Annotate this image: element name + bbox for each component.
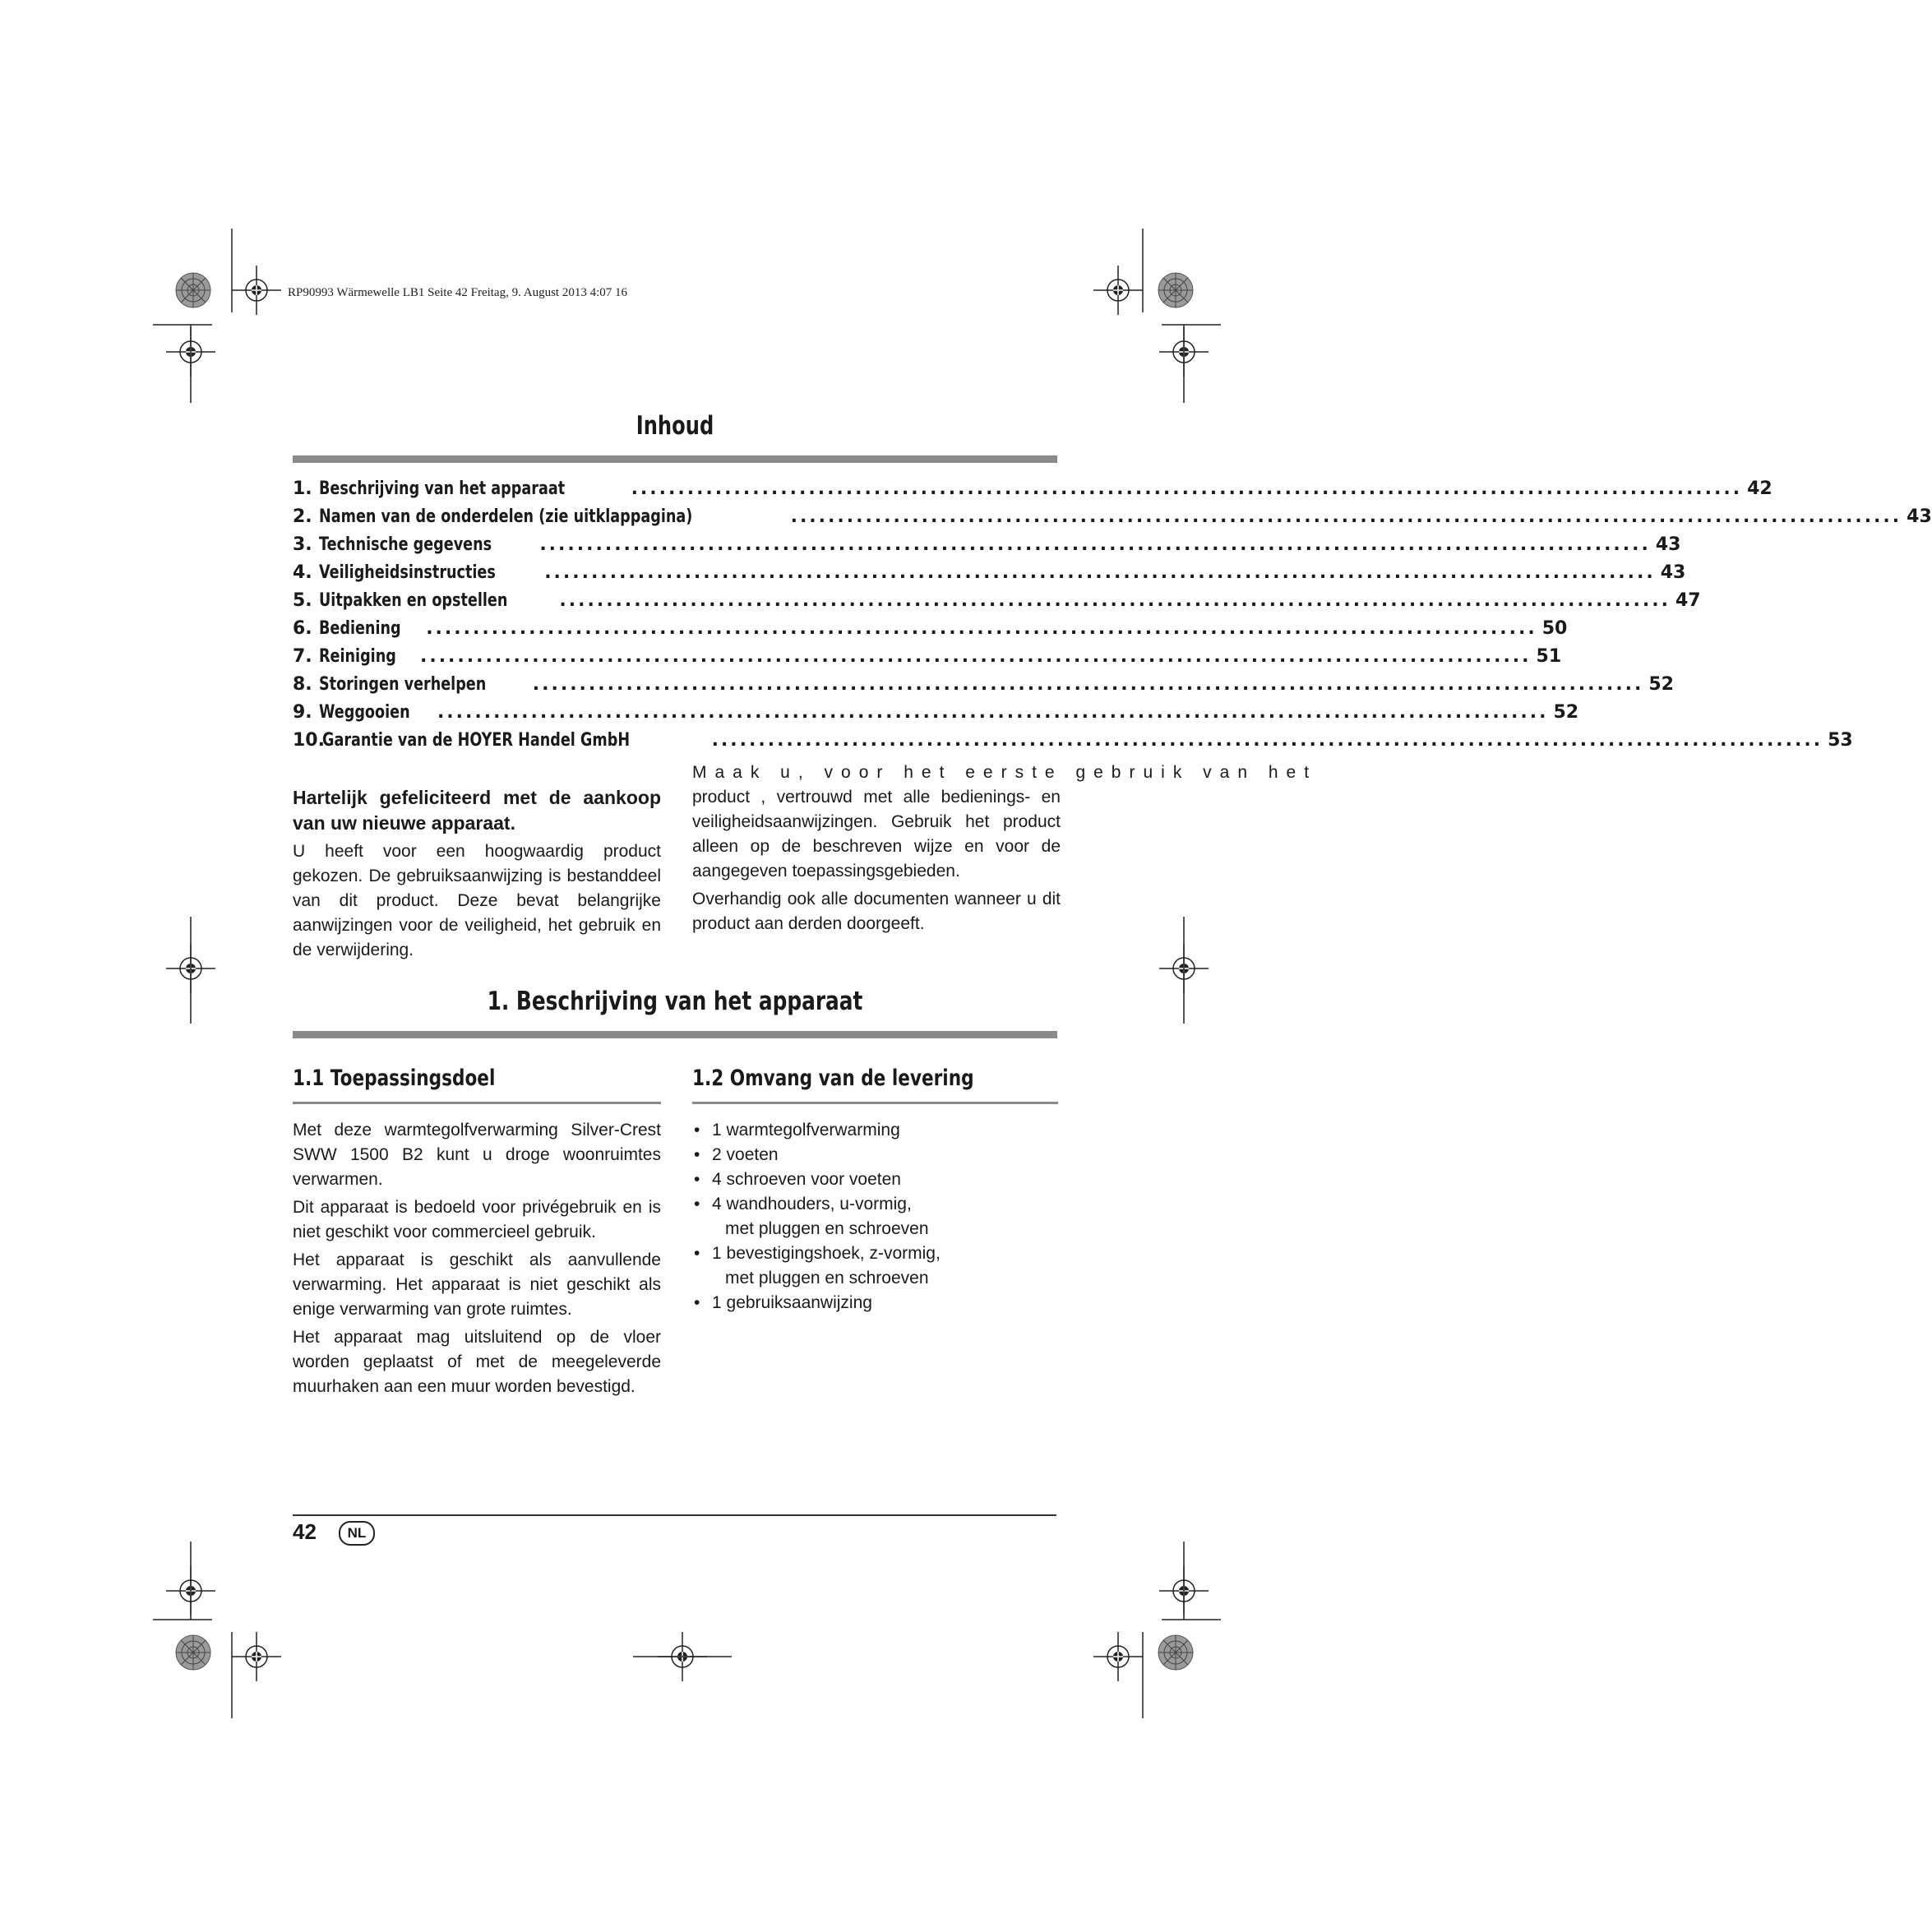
- toc-leader-dots: .......................................................................................................................: [544, 562, 1656, 583]
- toc-entry[interactable]: [293, 730, 1853, 758]
- list-item: • 1 bevestigingshoek, z-vormig,: [692, 1241, 1061, 1266]
- toc-title: Inhoud: [636, 411, 714, 441]
- toc-entry[interactable]: [293, 534, 1681, 562]
- intro-paragraph: U heeft voor een hoogwaardig product gekozen. De gebruiksaanwijzing is bestanddeel van dit product. Deze bevat belangrijke aanwijzingen voor de veiligheid, het gebruik en de verwijdering.: [293, 842, 661, 959]
- crosshair-mark: [1093, 266, 1143, 315]
- print-info-line: RP90993 Wärmewelle LB1 Seite 42 Freitag, 9. August 2013 4:07 16: [288, 286, 628, 299]
- toc-entry-label: Weggooien: [318, 702, 410, 723]
- list-item-continuation: met pluggen en schroeven: [725, 1219, 929, 1238]
- toc-entry-page: 53: [1828, 730, 1853, 751]
- language-badge: NL: [339, 1521, 375, 1546]
- toc-entry-number: 6.: [293, 618, 312, 639]
- toc-entry-label: Reiniging: [318, 646, 396, 667]
- toc-leader-dots: .......................................................................................................................: [559, 590, 1671, 611]
- section-title-rule: [293, 1031, 1057, 1038]
- color-wheel-mark: [1158, 273, 1193, 307]
- toc-title-rule: [293, 455, 1057, 463]
- toc-entry-page: 43: [1907, 506, 1932, 527]
- intro-right-column: [692, 760, 1318, 940]
- toc-entry[interactable]: [293, 702, 1579, 730]
- toc-entry-label: Storingen verhelpen: [318, 674, 486, 695]
- subsection-heading: 1.2 Omvang van de levering: [692, 1066, 974, 1091]
- toc-entry-number: 4.: [293, 562, 312, 583]
- toc-entry[interactable]: [293, 478, 1773, 506]
- crosshair-mark: [1093, 1632, 1143, 1681]
- intro-left-column: [293, 785, 661, 966]
- toc-leader-dots: .......................................................................................................................: [539, 534, 1651, 555]
- toc-entry[interactable]: [293, 618, 1568, 646]
- toc-leader-dots: .......................................................................................................................: [532, 674, 1644, 695]
- toc-entry[interactable]: [293, 590, 1701, 618]
- toc-entry-page: 43: [1655, 534, 1681, 555]
- color-wheel-mark: [1158, 1635, 1193, 1670]
- subsection-rule: [293, 1102, 661, 1104]
- delivery-list: [692, 1118, 1061, 1315]
- toc-entry-label: Beschrijving van het apparaat: [318, 478, 565, 499]
- toc-entry-page: 52: [1553, 702, 1579, 723]
- list-item: • 1 gebruiksaanwijzing: [692, 1291, 1061, 1315]
- toc-entry-page: 51: [1536, 646, 1562, 667]
- toc-entry[interactable]: [293, 506, 1932, 534]
- application-text: [293, 1118, 661, 1403]
- toc-entry-label: Technische gegevens: [318, 534, 492, 555]
- toc-entry-label: Bediening: [318, 618, 401, 639]
- toc-entry-number: 5.: [293, 590, 312, 611]
- toc-leader-dots: .......................................................................................................................: [790, 506, 1902, 527]
- toc-entry[interactable]: [293, 646, 1562, 674]
- toc-entry-number: 1.: [293, 478, 312, 499]
- page-number: 42: [293, 1519, 317, 1544]
- paragraph: Dit apparaat is bedoeld voor privégebruik en is niet geschikt voor commercieel gebruik.: [293, 1198, 661, 1241]
- color-wheel-mark: [176, 273, 210, 307]
- list-item: • 2 voeten: [692, 1143, 1061, 1167]
- table-of-contents: [293, 478, 1932, 758]
- toc-entry-page: 47: [1675, 590, 1701, 611]
- toc-entry-number: 7.: [293, 646, 312, 667]
- toc-entry-label: Garantie van de HOYER Handel GmbH: [322, 730, 631, 751]
- toc-entry[interactable]: [293, 674, 1674, 702]
- toc-leader-dots: .......................................................................................................................: [426, 618, 1537, 639]
- paragraph: Met deze warmtegolfverwarming Silver-Crest SWW 1500 B2 kunt u droge woonruimtes verwarmen.: [293, 1121, 661, 1189]
- list-item: • 4 wandhouders, u-vormig,: [692, 1192, 1061, 1217]
- toc-leader-dots: .......................................................................................................................: [437, 702, 1549, 723]
- toc-entry-number: 10.: [293, 730, 325, 751]
- list-item: • 1 warmtegolfverwarming: [692, 1118, 1061, 1143]
- toc-entry-label: Veiligheidsinstructies: [318, 562, 496, 583]
- paragraph: Het apparaat mag uitsluitend op de vloer worden geplaatst of met de meegeleverde muurhaken aan een muur worden bevestigd.: [293, 1328, 661, 1396]
- toc-entry-page: 52: [1648, 674, 1674, 695]
- toc-entry-page: 50: [1541, 618, 1568, 639]
- greeting-heading: Hartelijk gefeliciteerd met de aankoop van uw nieuwe apparaat.: [293, 787, 661, 834]
- toc-entry-label: Namen van de onderdelen (zie uitklappagina): [318, 506, 693, 527]
- footer-rule: [293, 1514, 1056, 1516]
- toc-entry-label: Uitpakken en opstellen: [318, 590, 508, 611]
- section-title: 1. Beschrijving van het apparaat: [487, 987, 863, 1016]
- subsection-rule: [692, 1102, 1058, 1104]
- crosshair-mark: [232, 266, 281, 315]
- toc-entry-number: 2.: [293, 506, 312, 527]
- paragraph: Het apparaat is geschikt als aanvullende verwarming. Het apparaat is niet geschikt als enige verwarming van grote ruimtes.: [293, 1250, 661, 1319]
- toc-entry[interactable]: [293, 562, 1686, 590]
- toc-leader-dots: .......................................................................................................................: [711, 730, 1823, 751]
- crosshair-mark: [232, 1632, 281, 1681]
- list-item: • 4 schroeven voor voeten: [692, 1167, 1061, 1192]
- toc-entry-number: 9.: [293, 702, 312, 723]
- list-item-continuation: met pluggen en schroeven: [725, 1269, 929, 1287]
- intro-paragraph: product , vertrouwd met alle bedienings- en veiligheidsaanwijzingen. Gebruik het product alleen op de beschreven wijze en voor de aangegeven toepassingsgebieden.: [692, 788, 1061, 881]
- toc-entry-number: 3.: [293, 534, 312, 555]
- toc-entry-number: 8.: [293, 674, 312, 695]
- toc-leader-dots: .......................................................................................................................: [631, 478, 1743, 499]
- subsection-heading: 1.1 Toepassingsdoel: [293, 1066, 496, 1091]
- intro-paragraph: Overhandig ook alle documenten wanneer u dit product aan derden doorgeeft.: [692, 890, 1061, 933]
- toc-entry-page: 42: [1747, 478, 1773, 499]
- intro-first-line: Maak u, voor het eerste gebruik van het: [692, 763, 1318, 782]
- toc-leader-dots: .......................................................................................................................: [419, 646, 1532, 667]
- toc-entry-page: 43: [1660, 562, 1686, 583]
- color-wheel-mark: [176, 1635, 210, 1670]
